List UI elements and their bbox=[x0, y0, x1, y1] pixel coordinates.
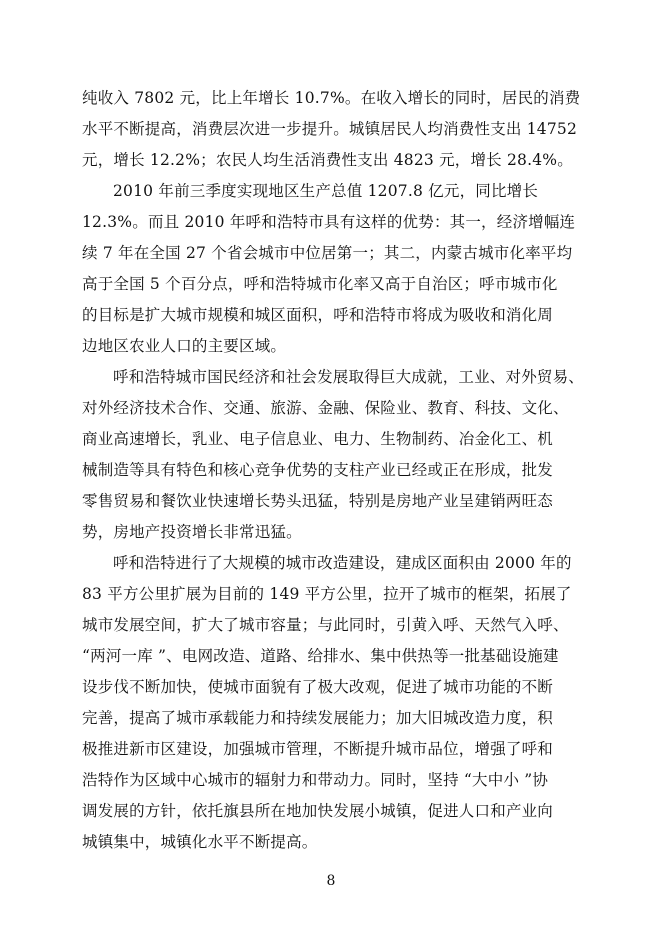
paragraph-4-line-3: 城市发展空间，扩大了城市容量；与此同时，引黄入呼、天然气入呼、 bbox=[82, 616, 569, 634]
paragraph-3-line-4: 械制造等具有特色和核心竞争优势的支柱产业已经或正在形成，批发 bbox=[82, 461, 554, 479]
paragraph-4-line-4: “两河一库 ”、电网改造、道路、给排水、集中供热等一批基础设施建 bbox=[82, 647, 559, 665]
paragraph-2-line-2: 12.3%。而且 2010 年呼和浩特市具有这样的优势：其一，经济增幅连 bbox=[82, 213, 576, 231]
paragraph-1-line-3: 元，增长 12.2%；农民人均生活消费性支出 4823 元，增长 28.4%。 bbox=[82, 151, 573, 169]
paragraph-2-line-3: 续 7 年在全国 27 个省会城市中位居第一；其二，内蒙古城市化率平均 bbox=[82, 244, 573, 262]
paragraph-4-line-2: 83 平方公里扩展为目前的 149 平方公里，拉开了城市的框架，拓展了 bbox=[82, 585, 572, 603]
paragraph-1-line-2: 水平不断提高，消费层次进一步提升。城镇居民人均消费性支出 14752 bbox=[82, 120, 578, 138]
paragraph-3-line-6: 势，房地产投资增长非常迅猛。 bbox=[82, 523, 302, 541]
paragraph-3-line-5: 零售贸易和餐饮业快速增长势头迅猛，特别是房地产业呈建销两旺态 bbox=[82, 492, 554, 510]
paragraph-4-line-10: 城镇集中，城镇化水平不断提高。 bbox=[82, 833, 318, 851]
paragraph-2-line-1: 2010 年前三季度实现地区生产总值 1207.8 亿元，同比增长 bbox=[113, 182, 539, 200]
page-number: 8 bbox=[326, 873, 336, 889]
paragraph-2-line-5: 的目标是扩大城市规模和城区面积，呼和浩特市将成为吸收和消化周 bbox=[82, 306, 554, 324]
paragraph-3-line-2: 对外经济技术合作、交通、旅游、金融、保险业、教育、科技、文化、 bbox=[82, 399, 569, 417]
paragraph-1-line-1: 纯收入 7802 元，比上年增长 10.7%。在收入增长的同时，居民的消费 bbox=[82, 89, 581, 107]
paragraph-4-line-8: 浩特作为区域中心城市的辐射力和带动力。同时，坚持 “大中小 ”协 bbox=[82, 771, 549, 789]
paragraph-4-line-6: 完善，提高了城市承载能力和持续发展能力；加大旧城改造力度，积 bbox=[82, 709, 554, 727]
paragraph-4-line-1: 呼和浩特进行了大规模的城市改造建设，建成区面积由 2000 年的 bbox=[113, 554, 572, 572]
paragraph-4-line-9: 调发展的方针，依托旗县所在地加快发展小城镇，促进人口和产业向 bbox=[82, 802, 554, 820]
paragraph-2-line-4: 高于全国 5 个百分点，呼和浩特城市化率又高于自治区；呼市城市化 bbox=[82, 275, 558, 293]
paragraph-3-line-3: 商业高速增长，乳业、电子信息业、电力、生物制药、冶金化工、机 bbox=[82, 430, 554, 448]
paragraph-4-line-5: 设步伐不断加快，使城市面貌有了极大改观，促进了城市功能的不断 bbox=[82, 678, 554, 696]
paragraph-3-line-1: 呼和浩特城市国民经济和社会发展取得巨大成就，工业、对外贸易、 bbox=[113, 368, 585, 386]
paragraph-4-line-7: 极推进新市区建设，加强城市管理，不断提升城市品位，增强了呼和 bbox=[82, 740, 554, 758]
paragraph-2-line-6: 边地区农业人口的主要区域。 bbox=[82, 337, 287, 355]
